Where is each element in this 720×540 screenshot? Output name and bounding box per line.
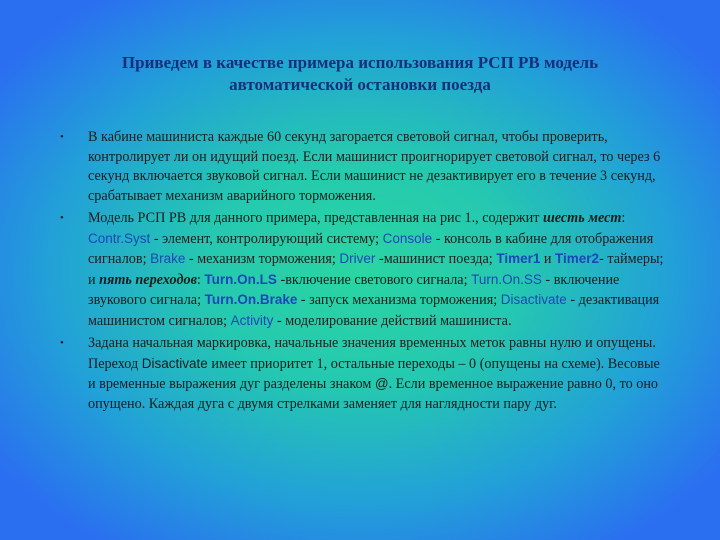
transition-term: Turn.On.LS: [204, 271, 277, 287]
text-run: - запуск механизма торможения;: [297, 292, 501, 308]
transition-term: Disactivate: [500, 292, 567, 307]
separator-symbol: @: [374, 376, 389, 391]
bullet-text: [88, 210, 663, 329]
place-term: Timer1: [496, 251, 541, 266]
bullet-text: [88, 335, 660, 412]
emphasis-term: шесть мест: [542, 210, 622, 226]
text-run: - таймеры; и: [88, 251, 664, 288]
text-run: - механизм торможения;: [185, 251, 340, 267]
place-term: Timer2: [555, 251, 600, 266]
place-term: Console: [382, 230, 433, 246]
text-run: - моделирование действий машиниста.: [273, 312, 512, 329]
bullet-marker: •: [60, 212, 64, 224]
text-run: - консоль в кабине для отображения сигналов;: [88, 230, 654, 267]
emphasis-term: пять переходов: [99, 271, 197, 288]
transition-term: Turn.On.SS: [471, 271, 542, 287]
text-run: - элемент, контролирующий систему;: [150, 230, 383, 247]
place-term: Driver: [339, 251, 376, 266]
transition-term: Activity: [230, 312, 274, 328]
text-run: - включение звукового сигнала;: [88, 271, 620, 308]
text-run: Модель РСП РВ для данного примера, представленная на рис 1., содержит: [88, 210, 543, 226]
bullet-marker: •: [60, 131, 64, 143]
text-run: . Если временное выражение равно 0, то оно опущено. Каждая дуга с двумя стрелками заменяет для наглядности пару дуг.: [88, 376, 659, 412]
text-run: :: [196, 271, 205, 288]
text-run: - дезактивация машинистом сигналов;: [88, 292, 660, 329]
bullet-text: В кабине машиниста каждые 60 секунд загорается световой сигнал, чтобы проверить, контролирует ли он идущий поезд. Если машинист проигнорирует световой сигнал, то через 6 секунд включается звуковой сигнал. Если машинист не дезактивирует его в течение 3 секунд, срабатывает механизм аварийного торможения.: [88, 129, 661, 204]
bullet-marker: •: [60, 337, 64, 349]
bullet-list: [60, 128, 664, 417]
transition-term: Disactivate: [141, 355, 208, 371]
place-term: Brake: [150, 251, 186, 266]
text-run: и: [540, 251, 556, 267]
bullet-item-1: [60, 128, 664, 206]
slide-title: [60, 52, 660, 96]
bullet-item-3: [60, 334, 664, 414]
text-run: Задана начальная маркировка, начальные значения временных меток равны нулю и опущены. Переход: [88, 335, 656, 372]
text-run: имеет приоритет 1, остальные переходы – 0 (опущены на схеме). Весовые и временные выражения дуг разделены знаком: [88, 355, 660, 392]
text-run: -включение светового сигнала;: [276, 271, 472, 288]
text-run: :: [621, 210, 626, 226]
title-line-2: автоматической остановки поезда: [229, 75, 491, 94]
title-line-1: Приведем в качестве примера использования РСП РВ модель: [121, 53, 599, 72]
bullet-item-2: [60, 209, 664, 331]
place-term: Contr.Syst: [88, 230, 151, 246]
transition-term: Turn.On.Brake: [204, 292, 298, 307]
text-run: -машинист поезда;: [375, 251, 497, 267]
